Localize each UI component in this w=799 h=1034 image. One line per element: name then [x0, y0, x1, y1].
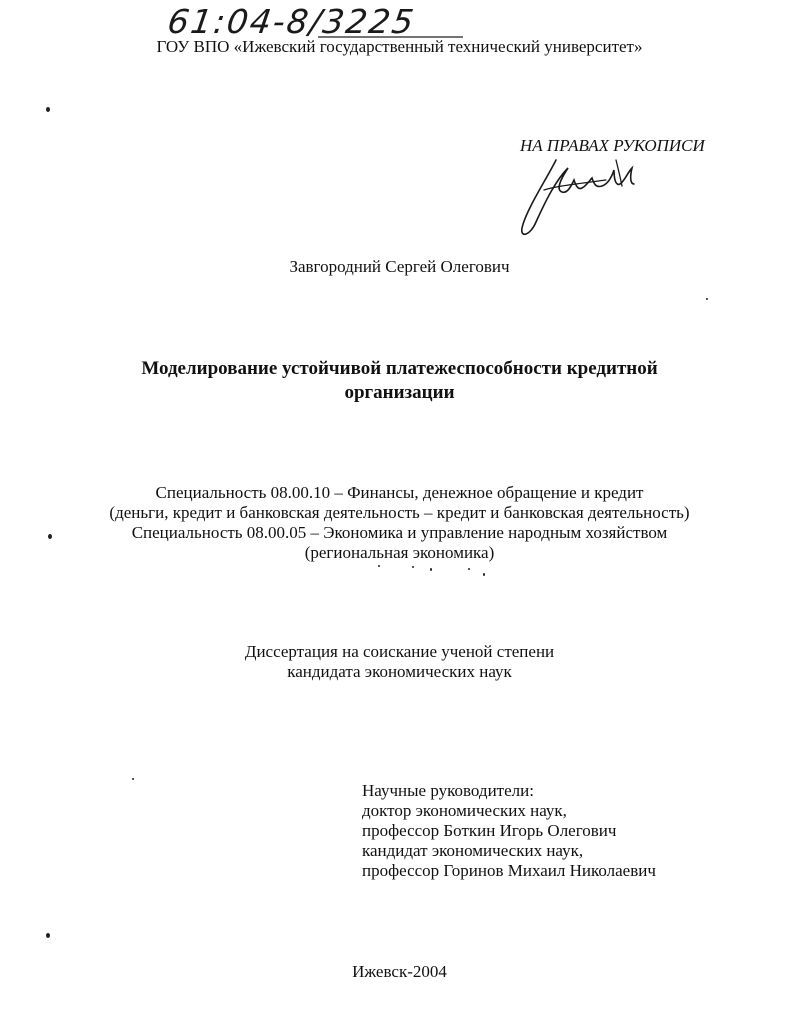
scan-speck — [48, 534, 52, 539]
university-name: ГОУ ВПО «Ижевский государственный технический университет» — [156, 37, 643, 56]
author-name: Завгородний Сергей Олегович — [289, 257, 510, 276]
advisors-block — [362, 781, 656, 881]
advisor-line: кандидат экономических наук, — [362, 841, 584, 860]
scan-speck — [468, 568, 470, 570]
scan-speck — [430, 568, 432, 571]
scan-speck — [378, 565, 380, 567]
scan-speck — [412, 566, 414, 568]
dissertation-title-line1: Моделирование устойчивой платежеспособности кредитной — [141, 358, 658, 379]
advisor-line: профессор Боткин Игорь Олегович — [362, 821, 617, 840]
specialty-line-4: (региональная экономика) — [304, 543, 495, 562]
advisor-line: профессор Горинов Михаил Николаевич — [362, 861, 656, 880]
scan-speck — [46, 933, 50, 938]
dissertation-title-line2: организации — [344, 382, 455, 403]
scan-speck — [483, 573, 485, 576]
advisors-heading: Научные руководители: — [362, 781, 534, 800]
degree-line-1: Диссертация на соискание ученой степени — [244, 642, 555, 661]
scan-speck — [46, 107, 50, 112]
city-year: Ижевск-2004 — [352, 962, 447, 981]
specialty-line-3: Специальность 08.00.05 – Экономика и управление народным хозяйством — [131, 523, 668, 542]
specialty-line-2: (деньги, кредит и банковская деятельность – кредит и банковская деятельность) — [109, 503, 690, 522]
scan-speck — [132, 778, 134, 780]
specialty-line-1: Специальность 08.00.10 – Финансы, денежное обращение и кредит — [155, 483, 644, 502]
archive-number-handwritten: 61:04-8/3225 — [165, 2, 418, 41]
advisor-line: доктор экономических наук, — [362, 801, 567, 820]
degree-line-2: кандидата экономических наук — [287, 662, 512, 681]
manuscript-rights-stamp: НА ПРАВАХ РУКОПИСИ — [520, 136, 705, 155]
scan-speck — [706, 298, 708, 300]
signature-icon — [516, 150, 666, 240]
